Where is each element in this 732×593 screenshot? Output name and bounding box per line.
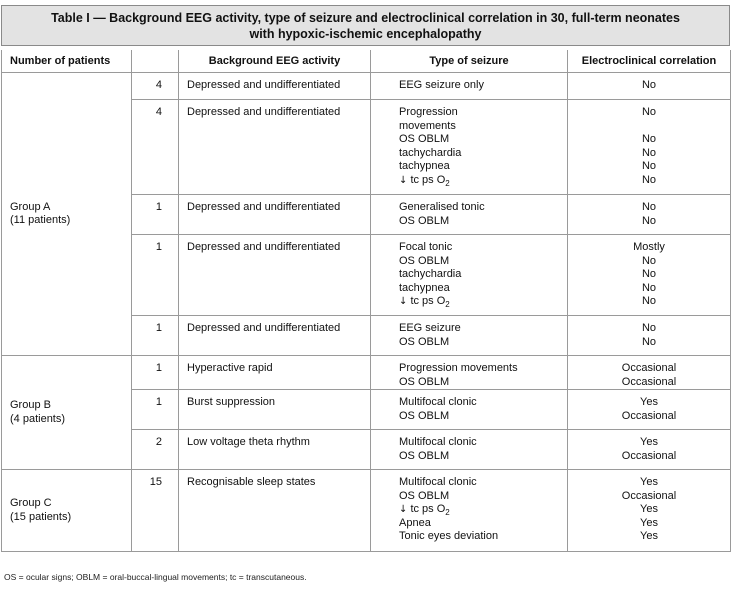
table-title-line-2: with hypoxic-ischemic encephalopathy: [249, 26, 482, 41]
seizure-type-cell: [371, 100, 568, 195]
group-label-cell: [2, 356, 132, 470]
group-label: Group B: [10, 399, 51, 411]
table-row: [2, 356, 731, 390]
correlation-line: Occasional: [621, 449, 677, 462]
background-eeg-cell: Depressed and undifferentiated: [179, 100, 371, 195]
patient-count-cell: 1: [132, 195, 179, 235]
correlation-line: Occasional: [621, 409, 677, 422]
seizure-type-line: Multifocal clonic: [399, 396, 477, 408]
seizure-type-cell: [371, 316, 568, 356]
group-label-cell: [2, 73, 132, 356]
correlation-line: Yes: [640, 530, 658, 542]
correlation-line: No: [641, 268, 657, 280]
table-title: [39, 10, 692, 42]
correlation-line: No: [641, 295, 657, 307]
patient-count-cell: 1: [132, 235, 179, 316]
seizure-type-line: OS OBLM: [399, 254, 450, 267]
seizure-type-line: tachychardia: [399, 268, 462, 280]
seizure-type-line: EEG seizure only: [399, 79, 484, 91]
correlation-line: No: [641, 281, 657, 294]
seizure-type-cell: [371, 235, 568, 316]
seizure-type-line: tachychardia: [399, 146, 462, 159]
seizure-type-line: Multifocal clonic: [399, 436, 477, 448]
group-label: Group A: [10, 200, 51, 213]
patient-count-cell: 1: [132, 316, 179, 356]
seizure-type-cell: [371, 195, 568, 235]
seizure-type-cell: [371, 73, 568, 100]
seizure-type-line: Progression movements: [399, 362, 518, 374]
background-eeg-cell: Depressed and undifferentiated: [179, 316, 371, 356]
seizure-type-line: OS OBLM: [399, 214, 450, 227]
seizure-type-line: OS OBLM: [399, 489, 450, 502]
correlation-cell: [568, 100, 731, 195]
table-title-box: [1, 5, 730, 46]
correlation-line: No: [641, 214, 657, 227]
group-patient-count: (4 patients): [10, 412, 66, 425]
header-seizure: Type of seizure: [371, 50, 568, 73]
correlation-cell: [568, 316, 731, 356]
patient-count-cell: 15: [132, 470, 179, 552]
header-correlation: Electroclinical correlation: [568, 50, 731, 73]
seizure-type-line: OS OBLM: [399, 375, 450, 388]
table-row: [2, 470, 731, 552]
seizure-type-line: ↓ tc ps $O_2$: [399, 295, 450, 310]
seizure-type-line: OS OBLM: [399, 335, 450, 348]
correlation-line: No: [641, 173, 657, 186]
seizure-type-line: ↓ tc ps $O_2$: [399, 503, 450, 518]
correlation-cell: [568, 390, 731, 430]
correlation-line: No: [641, 335, 657, 348]
header-background: Background EEG activity: [179, 50, 371, 73]
correlation-line: Yes: [640, 476, 658, 488]
correlation-line: No: [641, 254, 657, 267]
eeg-table: [1, 50, 731, 552]
seizure-type-line: Apnea: [399, 516, 431, 529]
correlation-cell: [568, 195, 731, 235]
background-eeg-cell: Burst suppression: [179, 390, 371, 430]
correlation-line: Yes: [640, 396, 658, 408]
footnote: OS = ocular signs; OBLM = oral-buccal-lingual movements; tc = transcutaneous.: [4, 572, 307, 582]
correlation-line: No: [641, 106, 657, 118]
correlation-line: Mostly: [633, 241, 665, 253]
seizure-type-line: Generalised tonic: [399, 201, 485, 213]
seizure-type-cell: [371, 470, 568, 552]
patient-count-cell: 1: [132, 390, 179, 430]
background-eeg-cell: Depressed and undifferentiated: [179, 235, 371, 316]
group-label-cell: [2, 470, 132, 552]
header-count: [132, 50, 179, 73]
down-arrow-icon: ↓: [399, 296, 408, 307]
seizure-type-line: tachypnea: [399, 281, 450, 294]
correlation-cell: [568, 430, 731, 470]
correlation-line: Occasional: [621, 375, 677, 388]
seizure-type-line: Multifocal clonic: [399, 476, 477, 488]
group-label: Group C: [10, 497, 52, 509]
background-eeg-cell: Depressed and undifferentiated: [179, 73, 371, 100]
seizure-type-line: ↓ tc ps $O_2$: [399, 173, 450, 188]
group-patient-count: (15 patients): [10, 510, 72, 523]
table-header-row: [2, 50, 731, 73]
background-eeg-cell: Depressed and undifferentiated: [179, 195, 371, 235]
group-patient-count: (11 patients): [10, 214, 71, 226]
down-arrow-icon: ↓: [399, 174, 408, 186]
seizure-type-cell: [371, 430, 568, 470]
correlation-line: No: [641, 201, 657, 213]
correlation-line: No: [641, 146, 657, 159]
seizure-type-line: movements: [399, 119, 456, 132]
correlation-line: No: [641, 133, 657, 145]
patient-count-cell: 1: [132, 356, 179, 390]
correlation-cell: [568, 470, 731, 552]
table-row: [2, 73, 731, 100]
correlation-line: Occasional: [621, 489, 677, 502]
seizure-type-cell: [371, 390, 568, 430]
patient-count-cell: 4: [132, 73, 179, 100]
correlation-cell: [568, 235, 731, 316]
down-arrow-icon: ↓: [399, 504, 408, 515]
seizure-type-line: OS OBLM: [399, 133, 450, 145]
correlation-line: Yes: [640, 436, 658, 448]
correlation-line: [568, 120, 730, 134]
correlation-cell: [568, 73, 731, 100]
seizure-type-cell: [371, 356, 568, 390]
correlation-line: Occasional: [621, 362, 677, 374]
correlation-line: No: [641, 79, 657, 91]
seizure-type-line: Progression: [399, 106, 458, 118]
correlation-line: No: [641, 160, 657, 172]
seizure-type-line: OS OBLM: [399, 449, 450, 462]
seizure-type-line: EEG seizure: [399, 322, 461, 334]
background-eeg-cell: Low voltage theta rhythm: [179, 430, 371, 470]
seizure-type-line: OS OBLM: [399, 409, 450, 422]
correlation-line: Yes: [640, 516, 658, 529]
seizure-type-line: Tonic eyes deviation: [399, 530, 499, 542]
table-body: [2, 73, 731, 552]
seizure-type-line: tachypnea: [399, 160, 450, 172]
table-title-line-1: Table I — Background EEG activity, type of seizure and electroclinical correlation in 30, full-term neonates: [51, 10, 680, 25]
correlation-line: No: [641, 322, 657, 334]
background-eeg-cell: Recognisable sleep states: [179, 470, 371, 552]
correlation-line: Yes: [640, 503, 658, 515]
background-eeg-cell: Hyperactive rapid: [179, 356, 371, 390]
patient-count-cell: 2: [132, 430, 179, 470]
correlation-cell: [568, 356, 731, 390]
seizure-type-line: Focal tonic: [399, 241, 453, 253]
patient-count-cell: 4: [132, 100, 179, 195]
header-patients: Number of patients: [2, 50, 132, 73]
